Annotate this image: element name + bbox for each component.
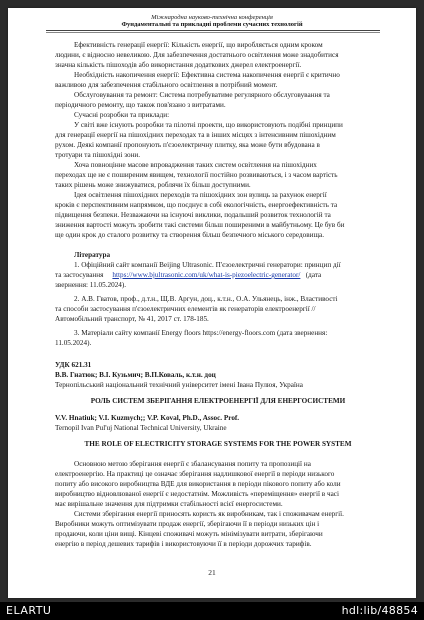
body-line: Необхідність накопичення енергії: Ефективна система накопичення енергії є критично (74, 71, 340, 79)
article-title-en: THE ROLE OF ELECTRICITY STORAGE SYSTEMS FOR THE POWER SYSTEM (84, 440, 352, 448)
body-line: тротуари та пішохідні зони. (55, 151, 141, 159)
reference-1: 1. Офіційний сайт компанії Beijing Ultrasonic. П'єзоелектричні генератори: принцип дії (74, 261, 341, 269)
udc-code: УДК 621.31 (55, 361, 92, 369)
article-body-line: попиту або високого виробництва ВДЕ для використання в періоди пікового попиту або коли (55, 480, 341, 488)
authors-ua: В.В. Гнатюк; В.І. Кузьмич; В.П.Коваль, к.т.н. доц (55, 371, 216, 379)
article-body-line: Системи зберігання енергії приносять користь як виробникам, так і споживачам енергії. (74, 510, 344, 518)
article-body-line: виробництво відновлюваної енергії є недостатнім. Можливість «переміщення» енергії в часі (55, 490, 339, 498)
reference-1-link[interactable]: https://www.bjultrasonic.com/uk/what-is-piezoelectric-generator/ (112, 271, 301, 279)
body-line: Ідея освітлення пішохідних переходів та пішохідних зон вулиць за рахунок енергії (74, 191, 327, 199)
document-page (8, 8, 416, 598)
reference-3-date: 11.05.2024). (55, 339, 92, 347)
body-line: У світі вже існують розробки та пілотні проекти, що використовують подібні принципи (74, 121, 343, 129)
article-body-line: Виробники можуть оптимізувати продаж енергії, зберігаючи її в періоди низьких цін і (55, 520, 320, 528)
article-body-line: енергію в період дешевих тарифів і використовуючи її в періоди дорожчих тарифів. (55, 540, 312, 548)
article-body-line: Основною метою зберігання енергії є збалансування попиту та пропозиції на (74, 460, 311, 468)
affiliation-ua: Тернопільський національний технічний університет імені Івана Пулюя, Україна (55, 381, 303, 389)
reference-3: 3. Матеріали сайту компанії Energy floors https://energy-floors.com (дата звернення: (74, 329, 328, 337)
repository-footer-bar (0, 602, 424, 620)
body-line: Сучасні розробки та приклади: (74, 111, 170, 119)
running-header-title: Фундаментальні та прикладні проблеми сучасних технологій (121, 21, 303, 28)
literature-heading: Література (74, 251, 111, 259)
body-line: ще один крок до сталого розвитку та створення більш безпечного міського середовища. (55, 231, 324, 239)
reference-2-continued: та способи застосування п'єзоелектричних елементів як генераторів електроенергії // (55, 305, 316, 313)
header-rule-thin (46, 32, 380, 33)
body-line: Хоча повноцінне масове впровадження таких систем освітлення на пішохідних (74, 161, 317, 169)
authors-en: V.V. Hnatiuk; V.I. Kuzmych;; V.P. Koval, Ph.D., Assoc. Prof. (55, 414, 240, 422)
body-line: важливою для забезпечення стабільного освітлення в потрібний момент. (55, 81, 278, 89)
reference-1-date: звернення: 11.05.2024). (55, 281, 127, 289)
body-line: таких рішень може знижуватися, роблячи їх більш доступними. (55, 181, 251, 189)
reference-1-continued: та застосування https://www.bjultrasonic.com/uk/what-is-piezoelectric-generator/ (дата (55, 271, 322, 279)
body-line: Ефективність генерації енергії: Кількість енергії, що виробляється одним кроком (74, 41, 323, 49)
reference-2-source: Автомобільний транспорт, № 41, 2017 ст. 178-185. (55, 315, 209, 323)
repository-name: ELARTU (6, 604, 52, 617)
body-line: рухом. Деякі компанії пропонують п'єзоелектричну плитку, яка може бути вбудована в (55, 141, 320, 149)
body-line: переходах ще не є поширеним явищем, технології постійно розвиваються, і з часом вартість (55, 171, 338, 179)
article-body-line: електроенергію. На практиці це означає зберігання надлишкової енергії в періоди низького (55, 470, 335, 478)
page-number: 21 (208, 568, 216, 577)
handle-identifier: hdl:lib/48854 (341, 604, 418, 617)
article-title-ua: РОЛЬ СИСТЕМ ЗБЕРІГАННЯ ЕЛЕКТРОЕНЕРГІЇ ДЛЯ ЕНЕРГОСИСТЕМИ (90, 397, 346, 405)
body-line: періодичного ремонту, що також пов'язано з витратами. (55, 101, 226, 109)
article-body-line: має вирішальне значення для підтримки стабільності всієї енергосистеми. (55, 500, 283, 508)
body-line: Обслуговування та ремонт: Система потребуватиме регулярного обслуговування та (74, 91, 330, 99)
reference-2: 2. А.В. Гватов, проф., д.т.н., Щ.В. Аргун, доц., к.т.н., О.А. Ульянець, інж., Властивості (74, 295, 338, 303)
body-line: для генерації енергії на пішохідних переходах та в інших місцях з інтенсивним пішохідним (55, 131, 336, 139)
body-line: кроків є перспективним напрямком, що поєднує в собі екологічність, енергоефективність та (55, 201, 338, 209)
body-line: значна кількість пішоходів або використання додаткових джерел електроенергії. (55, 61, 302, 69)
affiliation-en: Ternopil Ivan Pul'uj National Technical University, Ukraine (55, 424, 227, 432)
body-line: людини, є відносно невеликою. Для забезпечення достатнього освітлення може знадобитися (55, 51, 339, 59)
header-rule (46, 30, 380, 31)
article-body-line: продаючи, коли ціни вищі. Кінцеві споживачі можуть мінімізувати витрати, зберігаючи (55, 530, 323, 538)
running-header-conference: Міжнародна науково-технічна конференція (151, 14, 273, 21)
body-line: підвищення безпеки. Незважаючи на існуючі виклики, подальший розвиток технологій та (55, 211, 331, 219)
body-line: зниження вартості можуть зробити такі системи більш поширеними в майбутньому. Це був би (55, 221, 345, 229)
